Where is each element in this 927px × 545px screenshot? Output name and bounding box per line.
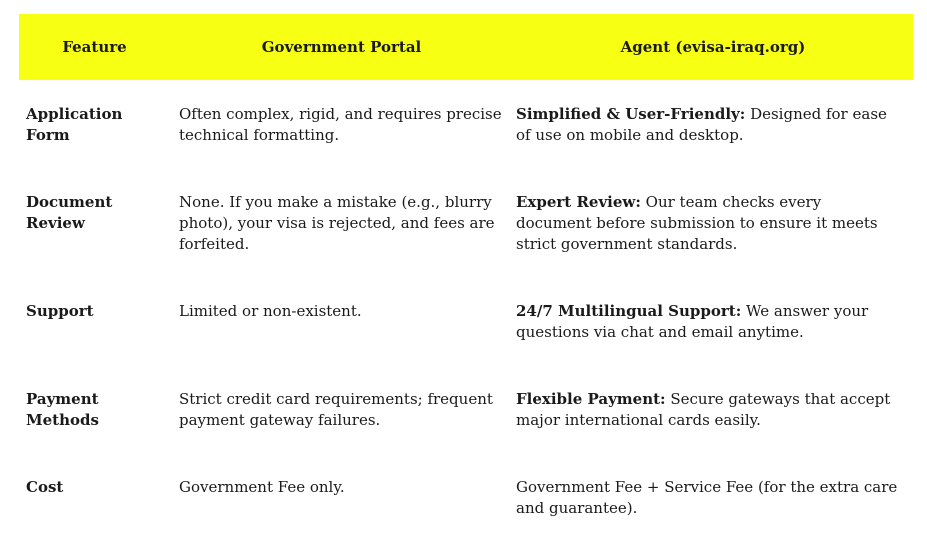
government-cell: None. If you make a mistake (e.g., blurry photo), your visa is rejected, and fees are forfeited. <box>179 193 495 253</box>
government-cell: Often complex, rigid, and requires precise technical formatting. <box>179 105 502 144</box>
header-agent: Agent (evisa-iraq.org) <box>620 38 806 56</box>
feature-cell: Application Form <box>26 105 123 144</box>
agent-lead: Expert Review: <box>516 193 641 211</box>
comparison-table <box>19 14 913 537</box>
agent-lead: Flexible Payment: <box>516 390 666 408</box>
government-cell: Strict credit card requirements; frequent payment gateway failures. <box>179 390 493 429</box>
table-row <box>19 104 913 192</box>
agent-cell <box>514 301 913 389</box>
agent-text: Designed for ease of use on mobile and desktop. <box>516 105 887 144</box>
agent-cell <box>514 389 913 477</box>
table-row <box>19 192 913 301</box>
government-cell: Limited or non-existent. <box>179 302 362 320</box>
government-cell: Government Fee only. <box>179 478 345 496</box>
agent-lead: Simplified & User-Friendly: <box>516 105 746 123</box>
agent-text: We answer your questions via chat and email anytime. <box>516 302 869 341</box>
feature-cell: Support <box>26 302 94 320</box>
feature-cell: Cost <box>26 478 64 496</box>
feature-cell: Payment Methods <box>26 390 99 429</box>
agent-cell <box>514 104 913 192</box>
table-header <box>19 14 913 80</box>
agent-lead: 24/7 Multilingual Support: <box>516 302 742 320</box>
table-row <box>19 389 913 477</box>
agent-text: Government Fee + Service Fee (for the extra care and guarantee). <box>516 478 898 517</box>
header-government-portal: Government Portal <box>261 38 422 56</box>
agent-cell <box>514 192 913 301</box>
table-row <box>19 301 913 389</box>
agent-text: Secure gateways that accept major international cards easily. <box>516 390 891 429</box>
agent-text: Our team checks every document before submission to ensure it meets strict government standards. <box>516 193 878 253</box>
header-feature: Feature <box>62 38 127 56</box>
feature-cell: Document Review <box>26 193 113 232</box>
table-row <box>19 477 913 537</box>
agent-cell <box>514 477 913 537</box>
